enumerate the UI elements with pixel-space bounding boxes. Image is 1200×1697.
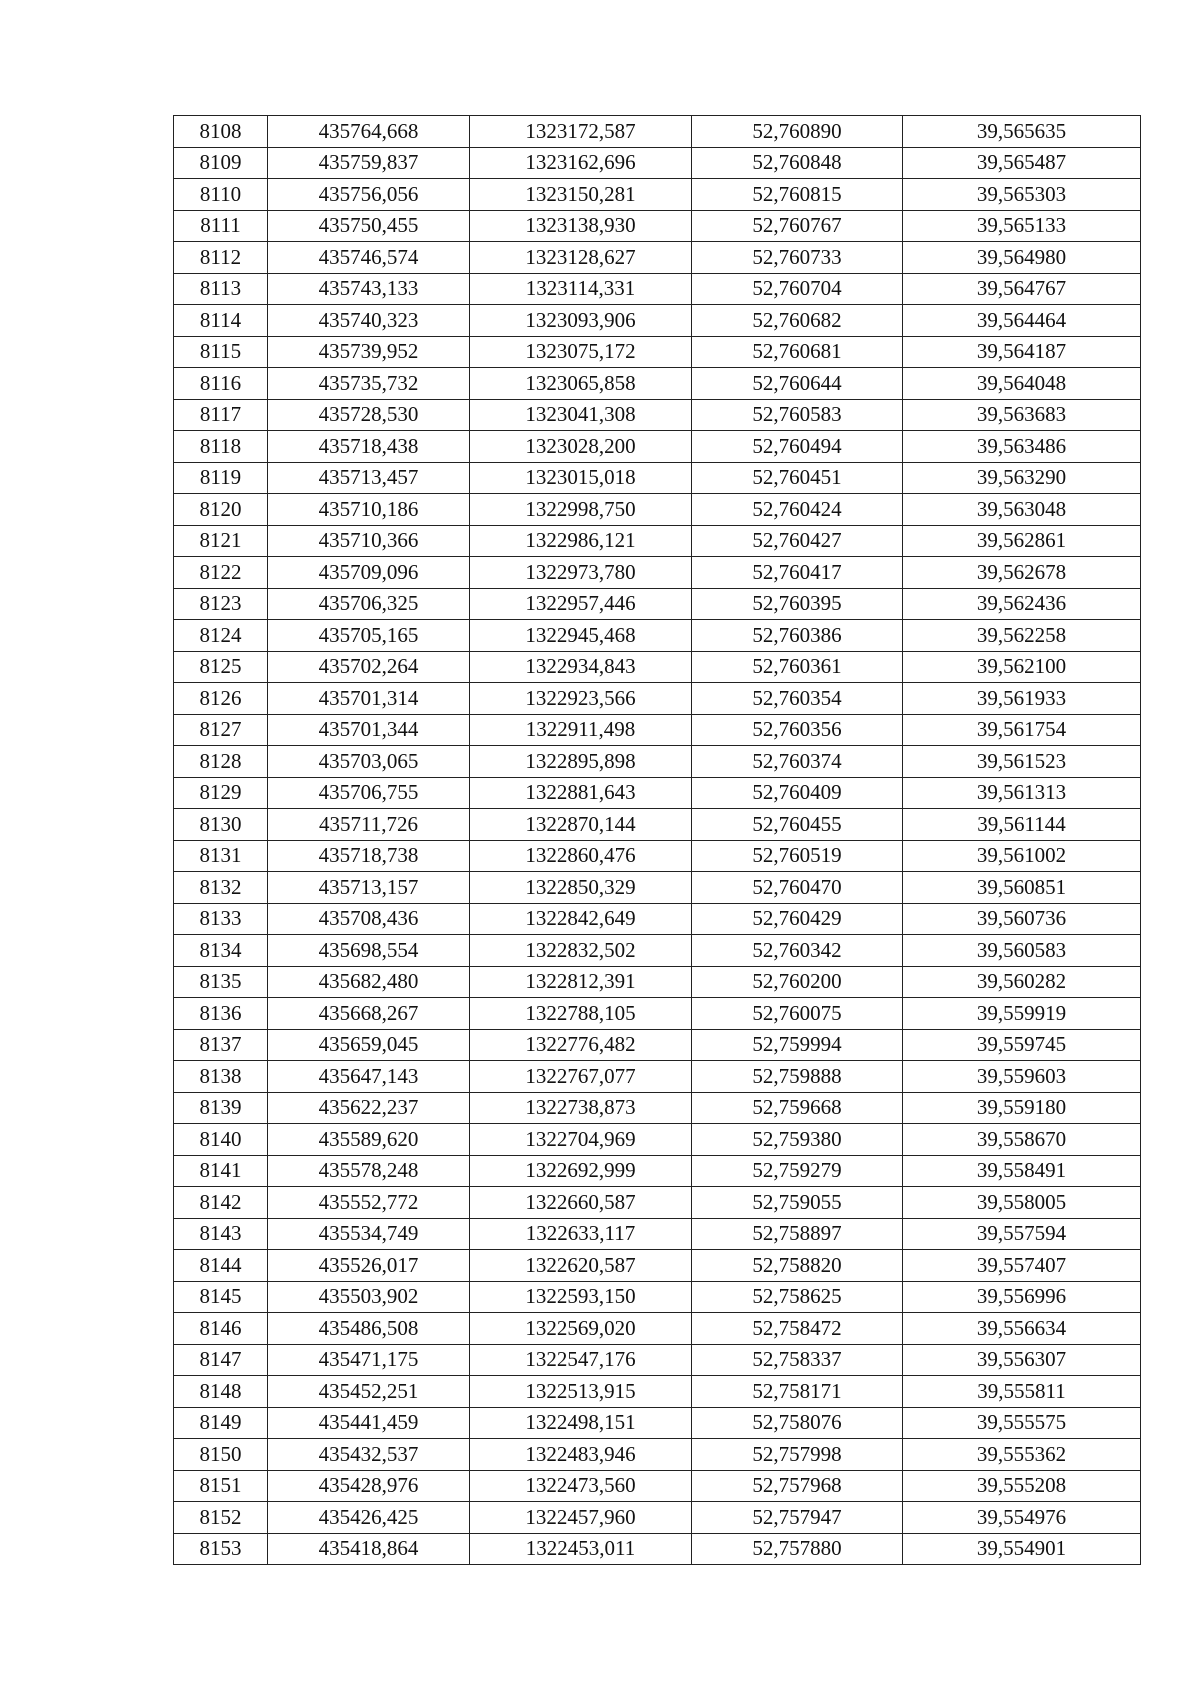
latitude-cell: 52,759055 [692,1187,903,1219]
x-coordinate-cell: 435705,165 [268,620,470,652]
latitude-cell: 52,760733 [692,242,903,274]
x-coordinate-cell: 435701,344 [268,714,470,746]
longitude-cell: 39,557407 [903,1250,1141,1282]
point-number-cell: 8124 [174,620,268,652]
table-row [174,1218,1141,1250]
x-coordinate-cell: 435713,457 [268,462,470,494]
latitude-cell: 52,760427 [692,525,903,557]
latitude-cell: 52,760890 [692,116,903,148]
longitude-cell: 39,564980 [903,242,1141,274]
latitude-cell: 52,760409 [692,777,903,809]
point-number-cell: 8131 [174,840,268,872]
point-number-cell: 8123 [174,588,268,620]
latitude-cell: 52,758472 [692,1313,903,1345]
table-row [174,966,1141,998]
x-coordinate-cell: 435578,248 [268,1155,470,1187]
longitude-cell: 39,560851 [903,872,1141,904]
x-coordinate-cell: 435710,186 [268,494,470,526]
y-coordinate-cell: 1322870,144 [470,809,692,841]
coordinates-table [173,115,1141,1565]
y-coordinate-cell: 1323162,696 [470,147,692,179]
x-coordinate-cell: 435534,749 [268,1218,470,1250]
y-coordinate-cell: 1323065,858 [470,368,692,400]
table-row [174,1344,1141,1376]
point-number-cell: 8122 [174,557,268,589]
x-coordinate-cell: 435682,480 [268,966,470,998]
point-number-cell: 8134 [174,935,268,967]
y-coordinate-cell: 1322569,020 [470,1313,692,1345]
point-number-cell: 8145 [174,1281,268,1313]
longitude-cell: 39,558005 [903,1187,1141,1219]
x-coordinate-cell: 435418,864 [268,1533,470,1565]
point-number-cell: 8143 [174,1218,268,1250]
longitude-cell: 39,561144 [903,809,1141,841]
table-row [174,714,1141,746]
y-coordinate-cell: 1322812,391 [470,966,692,998]
point-number-cell: 8142 [174,1187,268,1219]
x-coordinate-cell: 435713,157 [268,872,470,904]
longitude-cell: 39,559603 [903,1061,1141,1093]
point-number-cell: 8121 [174,525,268,557]
table-row [174,399,1141,431]
x-coordinate-cell: 435718,738 [268,840,470,872]
x-coordinate-cell: 435759,837 [268,147,470,179]
latitude-cell: 52,760386 [692,620,903,652]
point-number-cell: 8151 [174,1470,268,1502]
x-coordinate-cell: 435711,726 [268,809,470,841]
longitude-cell: 39,562436 [903,588,1141,620]
y-coordinate-cell: 1322633,117 [470,1218,692,1250]
x-coordinate-cell: 435735,732 [268,368,470,400]
table-row [174,935,1141,967]
longitude-cell: 39,560583 [903,935,1141,967]
longitude-cell: 39,565133 [903,210,1141,242]
table-row [174,1502,1141,1534]
table-row [174,840,1141,872]
latitude-cell: 52,760451 [692,462,903,494]
longitude-cell: 39,564048 [903,368,1141,400]
longitude-cell: 39,561523 [903,746,1141,778]
y-coordinate-cell: 1322934,843 [470,651,692,683]
longitude-cell: 39,563683 [903,399,1141,431]
point-number-cell: 8117 [174,399,268,431]
table-row [174,620,1141,652]
table-row [174,588,1141,620]
x-coordinate-cell: 435441,459 [268,1407,470,1439]
latitude-cell: 52,757968 [692,1470,903,1502]
x-coordinate-cell: 435452,251 [268,1376,470,1408]
longitude-cell: 39,555362 [903,1439,1141,1471]
latitude-cell: 52,757880 [692,1533,903,1565]
table-row [174,1376,1141,1408]
x-coordinate-cell: 435739,952 [268,336,470,368]
y-coordinate-cell: 1322547,176 [470,1344,692,1376]
x-coordinate-cell: 435710,366 [268,525,470,557]
y-coordinate-cell: 1322457,960 [470,1502,692,1534]
y-coordinate-cell: 1322453,011 [470,1533,692,1565]
y-coordinate-cell: 1322776,482 [470,1029,692,1061]
table-row [174,242,1141,274]
latitude-cell: 52,760815 [692,179,903,211]
x-coordinate-cell: 435668,267 [268,998,470,1030]
x-coordinate-cell: 435698,554 [268,935,470,967]
longitude-cell: 39,556634 [903,1313,1141,1345]
table-row [174,525,1141,557]
y-coordinate-cell: 1322513,915 [470,1376,692,1408]
latitude-cell: 52,759888 [692,1061,903,1093]
longitude-cell: 39,562678 [903,557,1141,589]
point-number-cell: 8146 [174,1313,268,1345]
latitude-cell: 52,760470 [692,872,903,904]
y-coordinate-cell: 1322498,151 [470,1407,692,1439]
table-row [174,336,1141,368]
longitude-cell: 39,565303 [903,179,1141,211]
longitude-cell: 39,561002 [903,840,1141,872]
latitude-cell: 52,760494 [692,431,903,463]
point-number-cell: 8109 [174,147,268,179]
y-coordinate-cell: 1322620,587 [470,1250,692,1282]
x-coordinate-cell: 435756,056 [268,179,470,211]
latitude-cell: 52,760361 [692,651,903,683]
latitude-cell: 52,760342 [692,935,903,967]
y-coordinate-cell: 1322957,446 [470,588,692,620]
longitude-cell: 39,558670 [903,1124,1141,1156]
longitude-cell: 39,561754 [903,714,1141,746]
longitude-cell: 39,563048 [903,494,1141,526]
point-number-cell: 8139 [174,1092,268,1124]
longitude-cell: 39,563486 [903,431,1141,463]
table-row [174,1281,1141,1313]
x-coordinate-cell: 435647,143 [268,1061,470,1093]
x-coordinate-cell: 435486,508 [268,1313,470,1345]
point-number-cell: 8108 [174,116,268,148]
y-coordinate-cell: 1323028,200 [470,431,692,463]
y-coordinate-cell: 1322692,999 [470,1155,692,1187]
y-coordinate-cell: 1322660,587 [470,1187,692,1219]
longitude-cell: 39,565635 [903,116,1141,148]
longitude-cell: 39,562861 [903,525,1141,557]
longitude-cell: 39,560736 [903,903,1141,935]
latitude-cell: 52,759380 [692,1124,903,1156]
longitude-cell: 39,555208 [903,1470,1141,1502]
x-coordinate-cell: 435703,065 [268,746,470,778]
y-coordinate-cell: 1322738,873 [470,1092,692,1124]
longitude-cell: 39,555575 [903,1407,1141,1439]
longitude-cell: 39,559919 [903,998,1141,1030]
longitude-cell: 39,554976 [903,1502,1141,1534]
table-row [174,1470,1141,1502]
x-coordinate-cell: 435589,620 [268,1124,470,1156]
latitude-cell: 52,760583 [692,399,903,431]
table-row [174,557,1141,589]
y-coordinate-cell: 1322895,898 [470,746,692,778]
x-coordinate-cell: 435428,976 [268,1470,470,1502]
table-row [174,1250,1141,1282]
point-number-cell: 8152 [174,1502,268,1534]
point-number-cell: 8133 [174,903,268,935]
latitude-cell: 52,760374 [692,746,903,778]
y-coordinate-cell: 1323114,331 [470,273,692,305]
point-number-cell: 8126 [174,683,268,715]
latitude-cell: 52,760200 [692,966,903,998]
point-number-cell: 8119 [174,462,268,494]
point-number-cell: 8116 [174,368,268,400]
table-row [174,746,1141,778]
latitude-cell: 52,760644 [692,368,903,400]
y-coordinate-cell: 1322945,468 [470,620,692,652]
point-number-cell: 8113 [174,273,268,305]
table-row [174,1061,1141,1093]
latitude-cell: 52,760395 [692,588,903,620]
table-row [174,903,1141,935]
y-coordinate-cell: 1323093,906 [470,305,692,337]
x-coordinate-cell: 435526,017 [268,1250,470,1282]
point-number-cell: 8149 [174,1407,268,1439]
latitude-cell: 52,758337 [692,1344,903,1376]
latitude-cell: 52,760356 [692,714,903,746]
table-row [174,494,1141,526]
longitude-cell: 39,556307 [903,1344,1141,1376]
table-row [174,1439,1141,1471]
y-coordinate-cell: 1322788,105 [470,998,692,1030]
latitude-cell: 52,760682 [692,305,903,337]
point-number-cell: 8110 [174,179,268,211]
latitude-cell: 52,760417 [692,557,903,589]
x-coordinate-cell: 435706,325 [268,588,470,620]
table-row [174,683,1141,715]
latitude-cell: 52,757998 [692,1439,903,1471]
table-row [174,809,1141,841]
x-coordinate-cell: 435706,755 [268,777,470,809]
point-number-cell: 8150 [174,1439,268,1471]
latitude-cell: 52,760704 [692,273,903,305]
table-row [174,431,1141,463]
point-number-cell: 8127 [174,714,268,746]
point-number-cell: 8138 [174,1061,268,1093]
longitude-cell: 39,557594 [903,1218,1141,1250]
table-row [174,1313,1141,1345]
latitude-cell: 52,759279 [692,1155,903,1187]
latitude-cell: 52,758820 [692,1250,903,1282]
latitude-cell: 52,760429 [692,903,903,935]
table-row [174,210,1141,242]
point-number-cell: 8137 [174,1029,268,1061]
x-coordinate-cell: 435426,425 [268,1502,470,1534]
latitude-cell: 52,760848 [692,147,903,179]
longitude-cell: 39,565487 [903,147,1141,179]
y-coordinate-cell: 1322973,780 [470,557,692,589]
table-row [174,179,1141,211]
x-coordinate-cell: 435432,537 [268,1439,470,1471]
latitude-cell: 52,758897 [692,1218,903,1250]
latitude-cell: 52,760519 [692,840,903,872]
longitude-cell: 39,562100 [903,651,1141,683]
point-number-cell: 8125 [174,651,268,683]
y-coordinate-cell: 1323075,172 [470,336,692,368]
x-coordinate-cell: 435622,237 [268,1092,470,1124]
y-coordinate-cell: 1322483,946 [470,1439,692,1471]
table-row [174,1092,1141,1124]
point-number-cell: 8153 [174,1533,268,1565]
x-coordinate-cell: 435718,438 [268,431,470,463]
longitude-cell: 39,564464 [903,305,1141,337]
y-coordinate-cell: 1322842,649 [470,903,692,935]
x-coordinate-cell: 435746,574 [268,242,470,274]
y-coordinate-cell: 1323041,308 [470,399,692,431]
x-coordinate-cell: 435503,902 [268,1281,470,1313]
y-coordinate-cell: 1322881,643 [470,777,692,809]
coordinates-table-body [174,116,1141,1565]
table-row [174,777,1141,809]
point-number-cell: 8136 [174,998,268,1030]
x-coordinate-cell: 435701,314 [268,683,470,715]
longitude-cell: 39,559180 [903,1092,1141,1124]
x-coordinate-cell: 435702,264 [268,651,470,683]
longitude-cell: 39,563290 [903,462,1141,494]
latitude-cell: 52,758076 [692,1407,903,1439]
longitude-cell: 39,564767 [903,273,1141,305]
point-number-cell: 8130 [174,809,268,841]
latitude-cell: 52,758625 [692,1281,903,1313]
latitude-cell: 52,760455 [692,809,903,841]
table-row [174,1407,1141,1439]
latitude-cell: 52,760075 [692,998,903,1030]
y-coordinate-cell: 1322832,502 [470,935,692,967]
y-coordinate-cell: 1323172,587 [470,116,692,148]
table-row [174,462,1141,494]
y-coordinate-cell: 1323015,018 [470,462,692,494]
point-number-cell: 8140 [174,1124,268,1156]
point-number-cell: 8128 [174,746,268,778]
table-row [174,368,1141,400]
point-number-cell: 8148 [174,1376,268,1408]
table-row [174,147,1141,179]
y-coordinate-cell: 1322704,969 [470,1124,692,1156]
table-row [174,273,1141,305]
point-number-cell: 8112 [174,242,268,274]
longitude-cell: 39,564187 [903,336,1141,368]
longitude-cell: 39,558491 [903,1155,1141,1187]
point-number-cell: 8118 [174,431,268,463]
table-row [174,998,1141,1030]
y-coordinate-cell: 1322923,566 [470,683,692,715]
y-coordinate-cell: 1322911,498 [470,714,692,746]
y-coordinate-cell: 1323138,930 [470,210,692,242]
longitude-cell: 39,562258 [903,620,1141,652]
x-coordinate-cell: 435471,175 [268,1344,470,1376]
latitude-cell: 52,759994 [692,1029,903,1061]
longitude-cell: 39,560282 [903,966,1141,998]
longitude-cell: 39,554901 [903,1533,1141,1565]
point-number-cell: 8129 [174,777,268,809]
longitude-cell: 39,555811 [903,1376,1141,1408]
latitude-cell: 52,759668 [692,1092,903,1124]
x-coordinate-cell: 435709,096 [268,557,470,589]
x-coordinate-cell: 435743,133 [268,273,470,305]
longitude-cell: 39,561313 [903,777,1141,809]
table-row [174,872,1141,904]
table-row [174,1124,1141,1156]
x-coordinate-cell: 435708,436 [268,903,470,935]
table-row [174,305,1141,337]
y-coordinate-cell: 1323128,627 [470,242,692,274]
longitude-cell: 39,561933 [903,683,1141,715]
table-row [174,1155,1141,1187]
point-number-cell: 8120 [174,494,268,526]
latitude-cell: 52,758171 [692,1376,903,1408]
table-row [174,116,1141,148]
y-coordinate-cell: 1322767,077 [470,1061,692,1093]
y-coordinate-cell: 1322850,329 [470,872,692,904]
table-row [174,651,1141,683]
point-number-cell: 8111 [174,210,268,242]
x-coordinate-cell: 435740,323 [268,305,470,337]
x-coordinate-cell: 435764,668 [268,116,470,148]
x-coordinate-cell: 435750,455 [268,210,470,242]
point-number-cell: 8141 [174,1155,268,1187]
point-number-cell: 8114 [174,305,268,337]
table-row [174,1533,1141,1565]
latitude-cell: 52,757947 [692,1502,903,1534]
point-number-cell: 8115 [174,336,268,368]
table-row [174,1029,1141,1061]
x-coordinate-cell: 435659,045 [268,1029,470,1061]
point-number-cell: 8147 [174,1344,268,1376]
point-number-cell: 8132 [174,872,268,904]
latitude-cell: 52,760354 [692,683,903,715]
point-number-cell: 8144 [174,1250,268,1282]
longitude-cell: 39,556996 [903,1281,1141,1313]
y-coordinate-cell: 1322860,476 [470,840,692,872]
y-coordinate-cell: 1322593,150 [470,1281,692,1313]
table-row [174,1187,1141,1219]
longitude-cell: 39,559745 [903,1029,1141,1061]
x-coordinate-cell: 435552,772 [268,1187,470,1219]
x-coordinate-cell: 435728,530 [268,399,470,431]
y-coordinate-cell: 1322998,750 [470,494,692,526]
latitude-cell: 52,760767 [692,210,903,242]
latitude-cell: 52,760424 [692,494,903,526]
y-coordinate-cell: 1322473,560 [470,1470,692,1502]
point-number-cell: 8135 [174,966,268,998]
latitude-cell: 52,760681 [692,336,903,368]
y-coordinate-cell: 1323150,281 [470,179,692,211]
y-coordinate-cell: 1322986,121 [470,525,692,557]
